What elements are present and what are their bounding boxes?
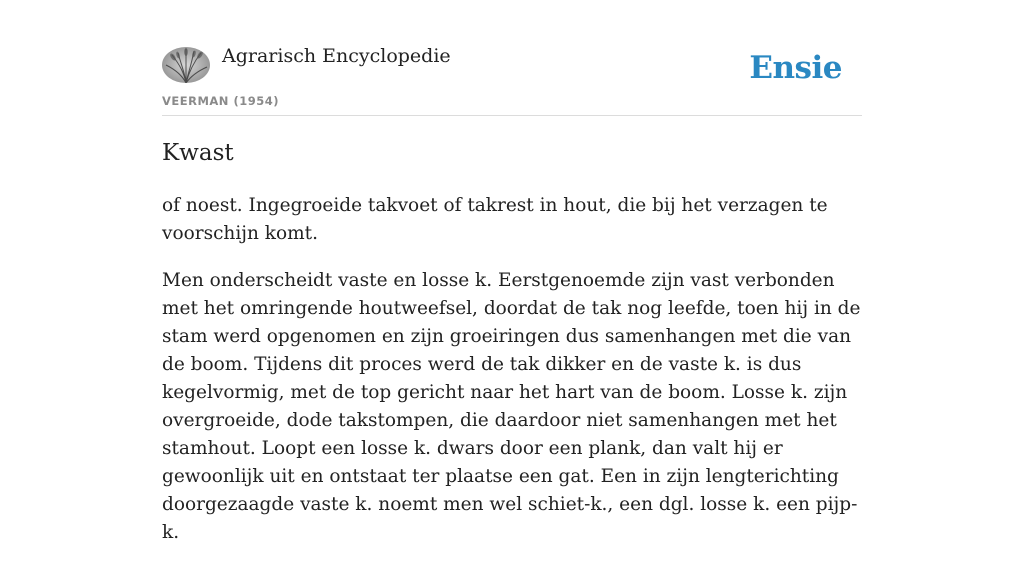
entry-title: Kwast — [162, 140, 234, 166]
entry-paragraph: of noest. Ingegroeide takvoet of takrest in hout, die bij het verzagen te voorschijn komt. — [162, 195, 828, 244]
entry-paragraph: Men onderscheidt vaste en losse k. Eerstgenoemde zijn vast verbonden met het omringende houtweefsel, doordat de tak nog leefde, toen hij in de stam werd opgenomen en zijn groeiringen dus samenhangen met die van de boom. Tijdens dit proces werd de tak dikker en de vaste k. is dus kegelvormig, met de top gericht naar het hart van de boom. Losse k. zijn overgroeide, dode takstompen, die daardoor niet samenhangen met het stamhout. Loopt een losse k. dwars door een plank, dan valt hij er gewoonlijk uit en ontstaat ter plaatse een gat. Een in zijn lengterichting doorgezaagde vaste k. noemt men wel schiet-k., een dgl. losse k. een pijp-k. — [162, 270, 861, 543]
source-header — [162, 0, 862, 116]
entry-body — [162, 192, 862, 566]
brand-logo-link[interactable]: Ensie — [749, 50, 842, 86]
source-author-year: VEERMAN (1954) — [162, 94, 279, 108]
wheat-thumbnail-icon[interactable] — [162, 47, 210, 83]
source-book-title[interactable]: Agrarisch Encyclopedie — [222, 45, 451, 67]
